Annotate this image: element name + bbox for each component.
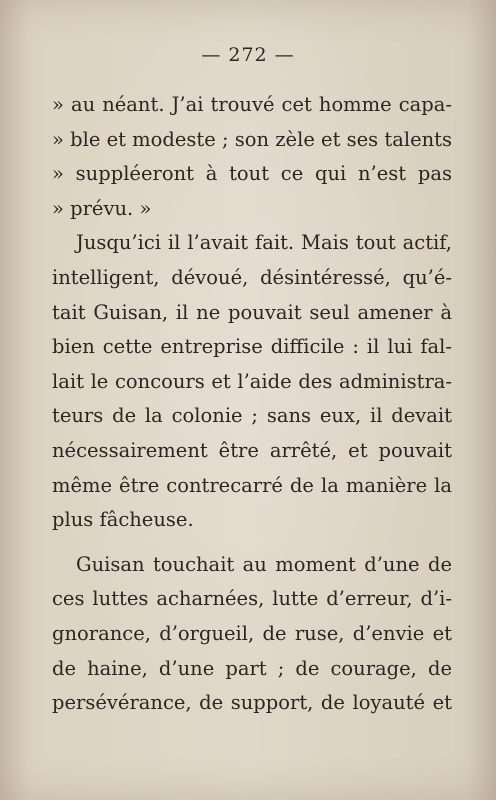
- text-line: nécessairement être arrêté, et pouvait: [52, 438, 452, 462]
- page-number: — 272 —: [201, 44, 295, 66]
- text-line: tait Guisan, il ne pouvait seul amener à: [52, 300, 452, 324]
- paragraph-2: [52, 226, 452, 537]
- text-line: ces luttes acharnées, lutte d’erreur, d’i-: [52, 587, 452, 611]
- text-line: » au néant. J’ai trouvé cet homme capa-: [52, 93, 452, 116]
- text-line: Guisan touchait au moment d’une de: [76, 552, 452, 576]
- text-line: » ble et modeste ; son zèle et ses talents: [52, 127, 452, 151]
- text-line: intelligent, dévoué, désintéressé, qu’é-: [52, 265, 452, 289]
- paragraph-1: [52, 88, 452, 226]
- paragraph-3: [52, 548, 452, 721]
- text-line: lait le concours et l’aide des administra-: [52, 369, 452, 393]
- text-line: teurs de la colonie ; sans eux, il devait: [52, 404, 452, 428]
- paragraph-gap: [52, 538, 452, 548]
- text-line: de haine, d’une part ; de courage, de: [52, 656, 452, 680]
- text-line: persévérance, de support, de loyauté et: [52, 691, 452, 715]
- text-line: » suppléeront à tout ce qui n’est pas: [52, 162, 452, 186]
- page-body: [52, 88, 452, 721]
- text-line: même être contrecarré de la manière la: [52, 473, 452, 497]
- text-line: bien cette entreprise difficile : il lui fal-: [52, 335, 452, 359]
- text-line: gnorance, d’orgueil, de ruse, d’envie et: [52, 621, 452, 645]
- text-line: » prévu. »: [52, 196, 152, 220]
- text-line: Jusqu’ici il l’avait fait. Mais tout actif,: [76, 231, 452, 255]
- text-line: plus fâcheuse.: [52, 508, 194, 532]
